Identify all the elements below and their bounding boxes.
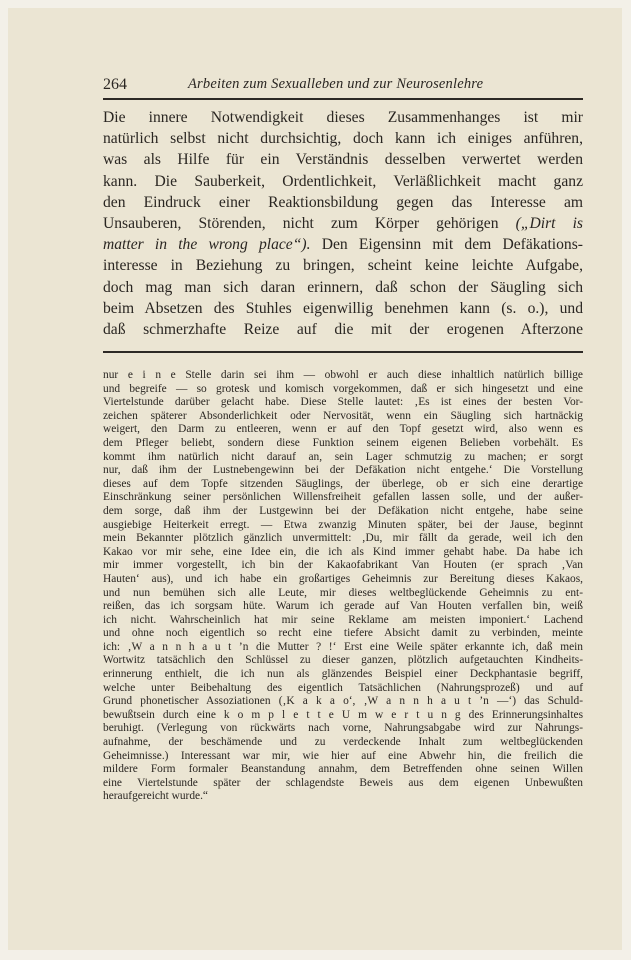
footnote — [103, 369, 583, 804]
italic-quote: matter in the wrong place“). — [103, 236, 311, 254]
body-line — [103, 234, 583, 255]
body-line: natürlich selbst nicht durchsichtig, doch kann ich einiges anführen, — [103, 130, 583, 148]
footnote-rule — [103, 351, 583, 353]
footnote-line: und begreife — so grotesk und komisch vorgekommen, daß er sich hingesetzt und eine — [103, 382, 583, 395]
footnote-line: weigert, den Darm zu entleeren, wenn er auf den Topf gesetzt wird, also wenn es — [103, 423, 583, 436]
footnote-line: nur, daß ihm der Lustnebengewinn bei der Defäkation nicht entgehe.‘ Die Vorstellung — [103, 464, 583, 477]
running-title: Arbeiten zum Sexualleben und zur Neurosenlehre — [188, 76, 484, 92]
footnote-line: zeichen späterer Absonderlichkeit oder Nervosität, wenn ein Säugling sich hartnäckig — [103, 409, 583, 422]
footnote-line: mir immer vorgestellt, ich bin der Kakaofabrikant Van Houten (er sprach ‚Van — [103, 559, 583, 572]
footnote-line: aufnahme, der beschämende und zu verdeckende Inhalt zum weltbeglückenden — [103, 736, 583, 749]
footnote-line: ich nicht. Wahrscheinlich hat mir seine Reklame am meisten imponiert.‘ Lachend — [103, 613, 583, 626]
footnote-line: kommt ihm natürlich nicht darauf an, sein Lager schmutzig zu machen; er sorgt — [103, 450, 583, 463]
footnote-line: dem sorge, daß ihm der Lustgewinn bei der Defäkation nicht entgehe, habe seine — [103, 504, 583, 517]
footnote-line: Viertelstunde darüber gelacht habe. Diese Stelle lautet: ‚Es ist eines der besten Vor- — [103, 396, 583, 409]
footnote-line: heraufgereicht wurde.“ — [103, 790, 208, 803]
footnote-line: Grund phonetischer Assoziationen (‚K a k a o‘, ‚W a n n h a u t ’n —‘) das Schuld- — [103, 695, 583, 708]
body-line: kann. Die Sauberkeit, Ordentlichkeit, Verläßlichkeit macht ganz — [103, 172, 583, 190]
footnote-line: und ohne noch eigentlich so recht eine tiefere Absicht damit zu verbinden, meinte — [103, 627, 583, 640]
footnote-line: und nun bemühen sich alle Leute, mir dieses weltbeglückende Geheimnis zu ent- — [103, 586, 583, 599]
footnote-line: Kakao vor mir sehe, eine Idee ein, die ich als Kind immer gehabt habe. Da habe ich — [103, 545, 583, 558]
footnote-line: nur e i n e Stelle darin sei ihm — obwohl er auch diese inhaltlich natürlich billige — [103, 369, 583, 381]
body-line: Die innere Notwendigkeit dieses Zusammenhanges ist mir — [103, 109, 583, 126]
body-line: interesse in Beziehung zu bringen, scheint keine leichte Aufgabe, — [103, 257, 583, 275]
footnote-line: Hauten‘ aus), und ich habe ein großartiges Geheimnis zur Bereitung dieses Kakaos, — [103, 572, 583, 585]
footnote-line: erinnerung enthielt, die ich nun als glänzendes Beispiel einer Deckphantasie begriff, — [103, 668, 583, 681]
footnote-line: reißen, das ich sorgsam hüte. Warum ich gerade auf Van Houten verfallen bin, weiß — [103, 600, 583, 613]
header-rule — [103, 98, 583, 100]
footnote-line: welche unter Beibehaltung des eigentlich Tatsächlichen (Nahrungsprozeß) und auf — [103, 681, 583, 694]
footnote-line: bewußtsein durch eine k o m p l e t t e U m w e r t u n g des Erinnerungsinhaltes — [103, 708, 583, 721]
body-line: beim Absetzen des Stuhles eigenwillig benehmen kann (s. o.), und — [103, 299, 583, 317]
footnote-line: ich: ‚W a n n h a u t ’n die Mutter ? !‘ Erst eine Weile später erkannte ich, daß mein — [103, 640, 583, 653]
footnote-line: beruhigt. (Verlegung von rückwärts nach vorne, Nahrungsabgabe wird zur Nahrungs- — [103, 722, 583, 735]
body-text — [103, 107, 583, 340]
body-line: doch mag man sich daran erinnern, daß schon der Säugling sich — [103, 278, 583, 296]
footnote-line: ausgiebige Heiterkeit erregt. — Etwa zwanzig Minuten später, bei der Jause, beginnt — [103, 518, 583, 531]
footnote-line: Wortwitz tatsächlich den Schlüssel zu dieser ganzen, plötzlich aufgetauchten Kindheits- — [103, 654, 583, 667]
page-number: 264 — [103, 76, 127, 93]
body-text-segment: Den Eigensinn mit dem Defäkations- — [321, 236, 583, 254]
body-text-segment: Unsauberen, Störenden, nicht zum Körper gehörigen — [103, 214, 499, 232]
footnote-line: mildere Form formaler Beanstandung annahm, dem Betreffenden ohne seinen Willen — [103, 763, 583, 776]
body-line: was als Hilfe für ein Verständnis desselben verwertet werden — [103, 151, 583, 169]
italic-quote: („Dirt is — [515, 214, 583, 232]
body-line: daß schmerzhafte Reize auf die mit der erogenen Afterzone — [103, 320, 583, 338]
footnote-line: dieses auf dem Topfe sitzenden Säuglings, der überlege, ob er sich eine derartige — [103, 477, 583, 490]
footnote-line: Geheimnisse.) Interessant war mir, wie hier auf eine Abwehr hin, die freilich die — [103, 749, 583, 762]
footnote-line: dem Pfleger beliebt, sondern diese Funktion seinem eigenen Belieben vorbehält. Es — [103, 436, 583, 449]
footnote-line: mein Bekannter plötzlich gänzlich unvermittelt: ‚Du, mir fällt da gerade, weil ich den — [103, 532, 583, 545]
body-line — [103, 213, 583, 234]
running-header — [103, 76, 583, 98]
footnote-line: eine Viertelstunde später der schlagendste Beweis aus dem eigenen Unbewußten — [103, 776, 583, 789]
footnote-line: Einschränkung seiner persönlichen Willensfreiheit gefallen lassen solle, und der außer- — [103, 491, 583, 504]
body-line: den Eindruck einer Reaktionsbildung gegen das Interesse am — [103, 193, 583, 211]
